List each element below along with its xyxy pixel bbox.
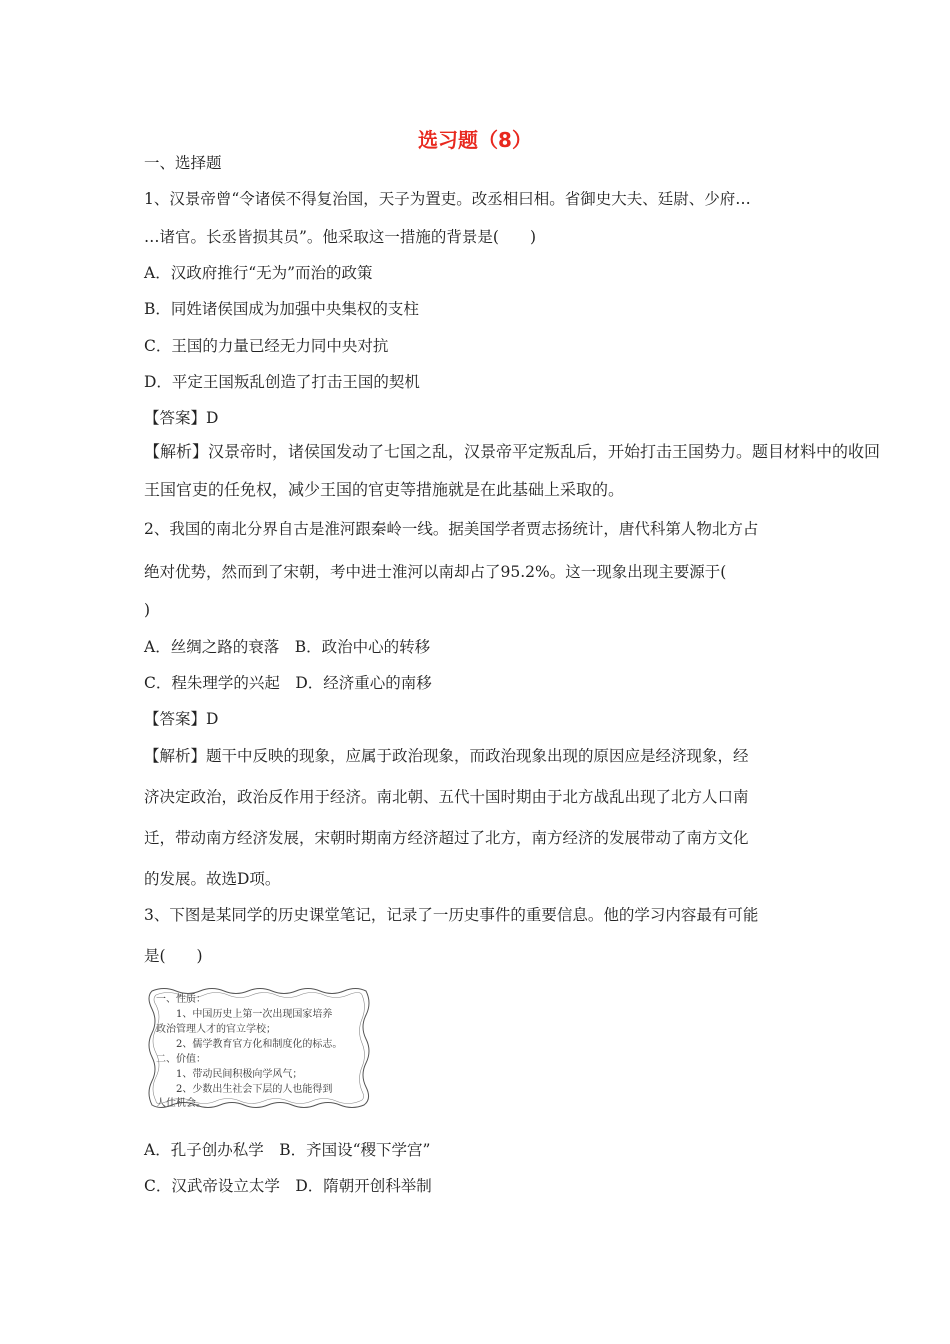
q1-stem-line1: 1、汉景帝曾“令诸侯不得复治国，天子为置吏。改丞相曰相。省御史大夫、廷尉、少府…: [144, 190, 751, 208]
q1-option-d: D．平定王国叛乱创造了打击王国的契机: [144, 373, 420, 391]
q2-answer: 【答案】D: [144, 710, 219, 728]
q2-stem-line3: ): [144, 601, 151, 619]
q2-explanation-line4: 的发展。故选D项。: [144, 870, 281, 888]
q1-option-a: A．汉政府推行“无为”而治的政策: [144, 264, 373, 282]
note-line3: 政治管理人才的官立学校；: [156, 1024, 276, 1035]
note-line5: 二、价值：: [156, 1054, 206, 1065]
q2-options-ab: A．丝绸之路的衰落 B．政治中心的转移: [144, 638, 431, 656]
q2-stem-line1: 2、我国的南北分界自古是淮河跟秦岭一线。据美国学者贾志扬统计，唐代科第人物北方占: [144, 520, 759, 538]
q3-stem-line2: 是( ): [144, 947, 203, 965]
q2-options-cd: C．程朱理学的兴起 D．经济重心的南移: [144, 674, 432, 692]
note-line4: 2、儒学教育官方化和制度化的标志。: [156, 1039, 343, 1050]
q1-option-c: C．王国的力量已经无力同中央对抗: [144, 337, 389, 355]
q2-stem-line2: 绝对优势，然而到了宋朝，考中进士淮河以南却占了95.2%。这一现象出现主要源于(: [144, 563, 727, 581]
note-line6: 1、带动民间积极向学风气；: [156, 1069, 303, 1080]
q3-options-ab: A．孔子创办私学 B．齐国设“稷下学宫”: [144, 1141, 431, 1159]
note-line2: 1、中国历史上第一次出现国家培养: [156, 1009, 333, 1020]
note-line7: 2、少数出生社会下层的人也能得到: [156, 1084, 333, 1095]
q2-explanation-line3: 迁，带动南方经济发展，宋朝时期南方经济超过了北方，南方经济的发展带动了南方文化: [144, 829, 749, 847]
q3-options-cd: C．汉武帝设立太学 D．隋朝开创科举制: [144, 1177, 432, 1195]
q2-explanation-line2: 济决定政治，政治反作用于经济。南北朝、五代十国时期由于北方战乱出现了北方人口南: [144, 788, 749, 806]
q1-explanation-line1: 【解析】汉景帝时，诸侯国发动了七国之乱，汉景帝平定叛乱后，开始打击王国势力。题目材料中的收回: [144, 442, 881, 461]
q2-explanation-line1: 【解析】题干中反映的现象，应属于政治现象，而政治现象出现的原因应是经济现象，经: [144, 747, 749, 765]
q1-stem-line2: …诸官。长丞皆损其员”。他采取这一措施的背景是( ): [144, 228, 537, 246]
q1-explanation-line2: 王国官吏的任免权，减少王国的官吏等措施就是在此基础上采取的。: [144, 480, 625, 499]
section-heading: 一、选择题: [144, 154, 222, 172]
page-title: 选习题（8）: [418, 128, 532, 152]
q1-answer: 【答案】D: [144, 409, 219, 427]
q3-stem-line1: 3、下图是某同学的历史课堂笔记，记录了一历史事件的重要信息。他的学习内容最有可能: [144, 906, 759, 924]
note-line1: 一、性质：: [156, 994, 206, 1005]
note-line8: 人仕机会。: [156, 1098, 206, 1109]
q1-option-b: B．同姓诸侯国成为加强中央集权的支柱: [144, 300, 419, 318]
